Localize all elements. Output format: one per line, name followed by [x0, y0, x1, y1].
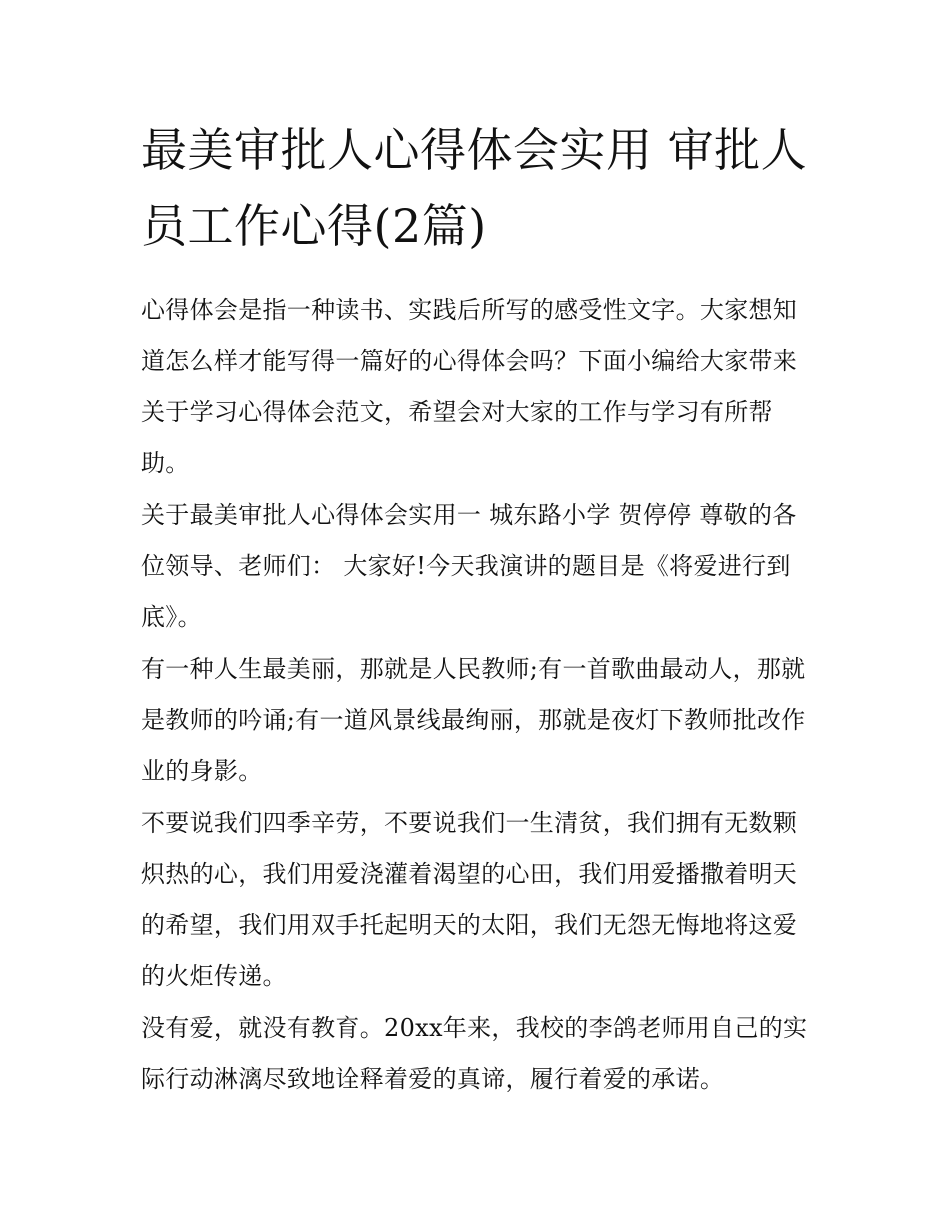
- love-education-paragraph: 没有爱，就没有教育。20xx年来，我校的李鸽老师用自己的实际行动淋漓尽致地诠释着爱的真谛，履行着爱的承诺。: [141, 1014, 808, 1093]
- document-content: [141, 112, 816, 1106]
- teacher-praise-paragraph: 有一种人生最美丽，那就是人民教师;有一首歌曲最动人，那就是教师的吟诵;有一道风景线最绚丽，那就是夜灯下教师批改作业的身影。: [141, 655, 806, 785]
- dedication-paragraph: 不要说我们四季辛劳，不要说我们一生清贫，我们拥有无数颗炽热的心，我们用爱浇灌着渴望的心田，我们用爱播撒着明天的希望，我们用双手托起明天的太阳，我们无怨无悔地将这爱的火炬传递。: [141, 809, 798, 990]
- intro-paragraph: 心得体会是指一种读书、实践后所写的感受性文字。大家想知道怎么样才能写得一篇好的心得体会吗？下面小编给大家带来关于学习心得体会范文，希望会对大家的工作与学习有所帮助。: [141, 296, 798, 477]
- document-title: 最美审批人心得体会实用 审批人员工作心得(2篇): [141, 123, 808, 253]
- speech-opening-paragraph: 关于最美审批人心得体会实用一 城东路小学 贺停停 尊敬的各位领导、老师们： 大家好!今天我演讲的题目是《将爱进行到底》。: [141, 501, 797, 631]
